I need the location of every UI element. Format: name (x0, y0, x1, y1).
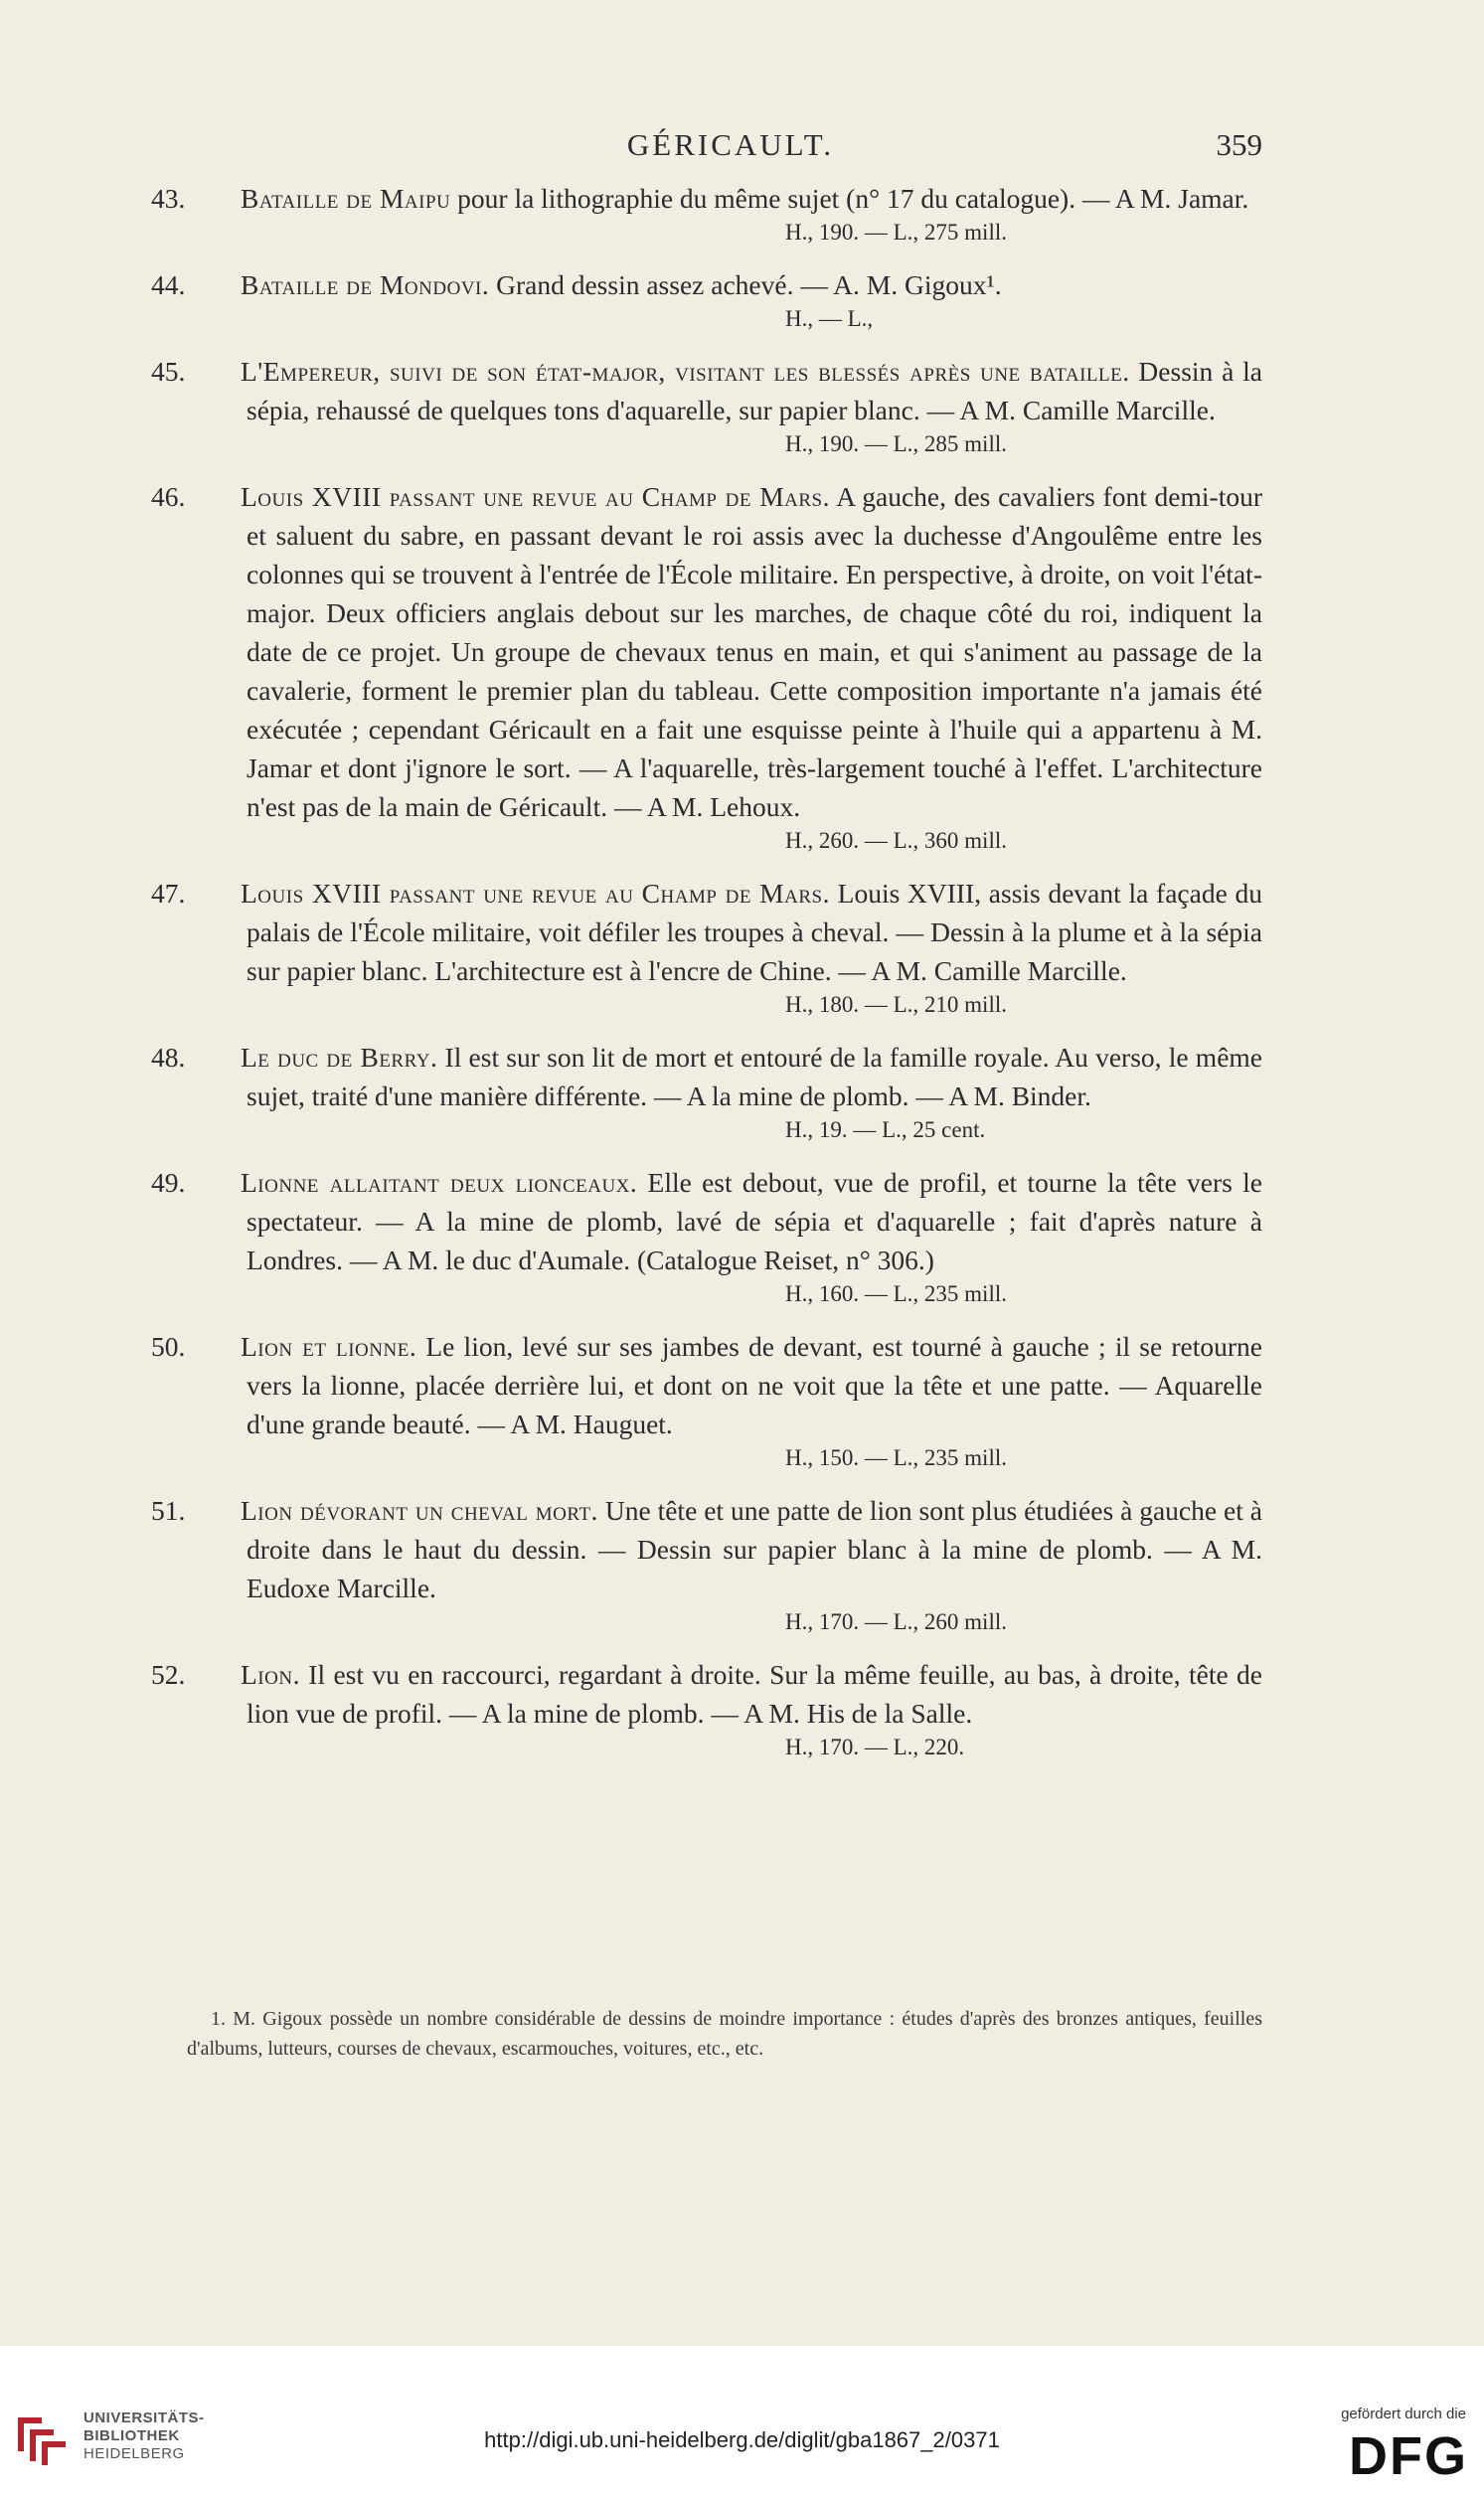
entry-paragraph (151, 179, 1262, 218)
entry-paragraph (151, 1491, 1262, 1607)
entry-dimensions: H., 150. — L., 235 mill. (785, 1445, 1007, 1470)
entry-title: Lionne allaitant deux lionceaux. (241, 1167, 638, 1198)
entry-title: Bataille de Mondovi. (241, 269, 490, 300)
entry-text: Dessin à la sépia, rehaussé de quelques tons d'aquarelle, sur papier blanc. — A M. Camille Marcille. (247, 356, 1262, 425)
entry-number: 52. (151, 1659, 186, 1690)
catalogue-entry (151, 1163, 1262, 1311)
permalink-url[interactable]: http://digi.ub.uni-heidelberg.de/diglit/gba1867_2/0371 (484, 2427, 1000, 2452)
catalogue-entry (151, 1327, 1262, 1475)
entry-paragraph (151, 1655, 1262, 1733)
entry-dimensions: H., 170. — L., 260 mill. (785, 1609, 1007, 1634)
entry-text: Louis XVIII, assis devant la façade du palais de l'École militaire, voit défiler les troupes à cheval. — Dessin à la plume et à la sépia sur papier blanc. L'architecture est à l'encre de Chine. — A M. Camille Marcille. (247, 878, 1262, 986)
catalogue-entry (151, 179, 1262, 250)
catalogue-entry (151, 1491, 1262, 1639)
viewer-footer (0, 2346, 1484, 2495)
dfg-logo[interactable]: DFG (1349, 2426, 1468, 2486)
entry-title: Le duc de Berry. (241, 1042, 438, 1073)
entry-text: pour la lithographie du même sujet (n° 17 du catalogue). — A M. Jamar. (450, 183, 1249, 214)
entry-dimensions: H., 190. — L., 285 mill. (785, 431, 1007, 456)
entry-paragraph (151, 477, 1262, 826)
entry-dimensions: H., 170. — L., 220. (785, 1735, 965, 1759)
entry-title: Lion. (241, 1659, 300, 1690)
catalogue-entry (151, 352, 1262, 461)
entry-number: 46. (151, 481, 186, 512)
entry-paragraph (151, 874, 1262, 990)
entry-paragraph (151, 1038, 1262, 1115)
entry-text: Il est sur son lit de mort et entouré de la famille royale. Au verso, le même sujet, traité d'une manière différente. — A la mine de plomb. — A M. Binder. (247, 1042, 1262, 1111)
entry-title: Louis XVIII passant une revue au Champ de Mars. (241, 481, 830, 512)
entry-number: 43. (151, 183, 186, 214)
entry-number: 45. (151, 356, 186, 387)
entry-dimensions: H., 190. — L., 275 mill. (785, 220, 1007, 245)
entry-dimensions: H., 160. — L., 235 mill. (785, 1281, 1007, 1306)
entry-number: 47. (151, 878, 186, 909)
entry-number: 49. (151, 1167, 186, 1198)
entry-number: 48. (151, 1042, 186, 1073)
entry-paragraph (151, 352, 1262, 429)
entry-title: Lion dévorant un cheval mort. (241, 1495, 598, 1526)
catalogue-entry (151, 1038, 1262, 1147)
entry-title: Lion et lionne. (241, 1331, 417, 1362)
entry-title: Louis XVIII passant une revue au Champ de Mars. (241, 878, 830, 909)
footnote-text: 1. M. Gigoux possède un nombre considérable de dessins de moindre importance : études d'après des bronzes antiques, feuilles d'albums, lutteurs, courses de chevaux, escarmouches, voitures, etc., etc. (187, 2008, 1262, 2060)
entry-dimensions: H., — L., (785, 306, 874, 331)
library-line-2: BIBLIOTHEK (83, 2427, 180, 2444)
catalogue-entry (151, 874, 1262, 1022)
entry-title: Bataille de Maipu (241, 183, 451, 214)
catalogue-entries (151, 179, 1262, 1780)
entry-dimensions: H., 180. — L., 210 mill. (785, 992, 1007, 1017)
entry-number: 50. (151, 1331, 186, 1362)
entry-dimensions: H., 260. — L., 360 mill. (785, 828, 1007, 853)
entry-number: 51. (151, 1495, 186, 1526)
page-number: 359 (1216, 127, 1262, 162)
catalogue-entry (151, 477, 1262, 858)
page-title: GÉRICAULT. (626, 127, 835, 162)
entry-text: Il est vu en raccourci, regardant à droite. Sur la même feuille, au bas, à droite, tête de lion vue de profil. — A la mine de plomb. — A M. His de la Salle. (247, 1659, 1262, 1729)
library-line-1: UNIVERSITÄTS- (83, 2410, 205, 2426)
entry-text: A gauche, des cavaliers font demi-tour et saluent du sabre, en passant devant le roi assis avec la duchesse d'Angoulême entre les colonnes qui se trouvent à l'entrée de l'École militaire. En perspective, à droite, on voit l'état-major. Deux officiers anglais debout sur les marches, de chaque côté du roi, indiquent la date de ce projet. Un groupe de chevaux tenus en main, et qui s'animent au passage de la cavalerie, forment le premier plan du tableau. Cette composition importante n'a jamais été exécutée ; cependant Géricault en a fait une esquisse peinte à l'huile qui a appartenu à M. Jamar et dont j'ignore le sort. — A l'aquarelle, très-largement touché à l'effet. L'architecture n'est pas de la main de Géricault. — A M. Lehoux. (247, 481, 1262, 822)
catalogue-entry (151, 1655, 1262, 1764)
entry-dimensions: H., 19. — L., 25 cent. (785, 1117, 986, 1142)
entry-paragraph (151, 265, 1262, 304)
funding-caption: gefördert durch die (1341, 2406, 1466, 2422)
entry-text: Grand dessin assez achevé. — A. M. Gigoux¹. (489, 269, 1002, 300)
entry-text: Une tête et une patte de lion sont plus étudiées à gauche et à droite dans le haut du dessin. — Dessin sur papier blanc à la mine de plomb. — A M. Eudoxe Marcille. (247, 1495, 1262, 1603)
entry-paragraph (151, 1327, 1262, 1443)
footnote (187, 2004, 1262, 2064)
entry-paragraph (151, 1163, 1262, 1279)
entry-number: 44. (151, 269, 186, 300)
library-line-3: HEIDELBERG (83, 2445, 185, 2462)
entry-text: Elle est debout, vue de profil, et tourne la tête vers le spectateur. — A la mine de plomb, lavé de sépia et d'aquarelle ; fait d'après nature à Londres. — A M. le duc d'Aumale. (Catalogue Reiset, n° 306.) (247, 1167, 1262, 1275)
catalogue-entry (151, 265, 1262, 336)
entry-title: L'Empereur, suivi de son état-major, visitant les blessés après une bataille. (241, 356, 1130, 387)
running-header (199, 127, 1262, 171)
entry-text: Le lion, levé sur ses jambes de devant, est tourné à gauche ; il se retourne vers la lionne, placée derrière lui, et dont on ne voit que la tête et une patte. — Aquarelle d'une grande beauté. — A M. Hauguet. (247, 1331, 1262, 1439)
